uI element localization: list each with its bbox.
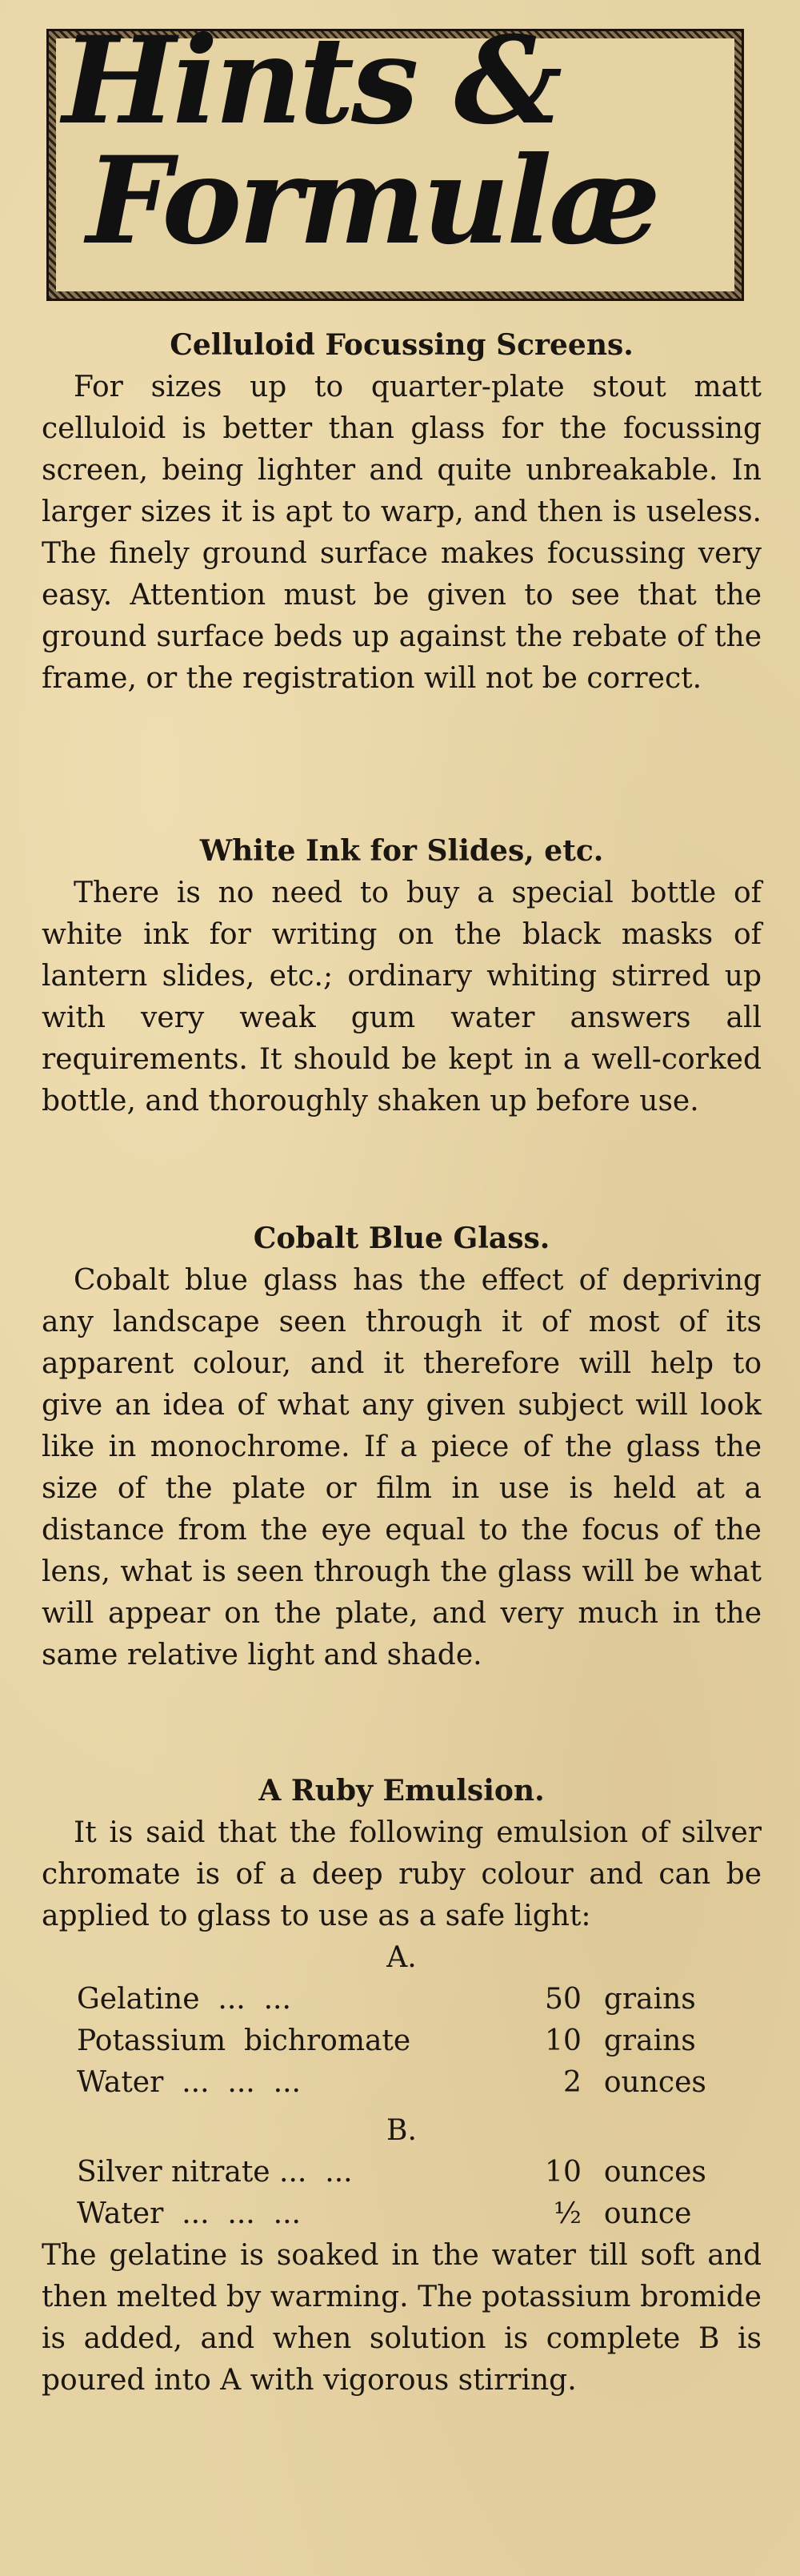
formula-row [42,2152,762,2193]
section-body: There is no need to buy a special bottle of white ink for writing on the black masks of lantern slides, etc.; ordinary whiting stirred up with very weak gum water answers all requirements. It should be kept in a well-corked bottle, and thoroughly shaken up before use. [42,877,762,1117]
section-heading: White Ink for Slides, etc. [199,834,604,868]
section-body: Cobalt blue glass has the effect of depriving any landscape seen through it of most of its apparent colour, and it therefore will help to give an idea of what any given subject will look like in monochrome. If a piece of the glass the size of the plate or film in use is held at a distance from the eye equal to the focus of the lens, what is seen through the glass will be what will appear on the plate, and very much in the same relative light and shade. [42,1264,762,1671]
formula-table [42,1937,762,2235]
section-celluloid [42,323,762,700]
masthead-line-1: Hints & [62,10,560,151]
ingredient-unit: grains [603,2024,696,2057]
formula-row [42,2062,762,2104]
section-white-ink [42,829,762,1122]
ingredient-name: Silver nitrate ... ... [77,2156,353,2189]
ingredient-name: Gelatine ... ... [77,1983,291,2016]
ingredient-name: Potassium bichromate [77,2024,411,2057]
section-heading: Celluloid Focussing Screens. [170,328,634,362]
ingredient-name: Water ... ... ... [77,2066,301,2099]
ingredient-qty: 2 [562,2066,582,2099]
section-heading: A Ruby Emulsion. [258,1774,545,1808]
ingredient-unit: ounces [603,2156,706,2189]
formula-b-label: B. [386,2114,417,2147]
ingredient-name: Water ... ... ... [77,2197,301,2230]
formula-row [42,1979,762,2020]
ingredient-unit: grains [603,1983,696,2016]
ingredient-unit: ounce [603,2197,692,2230]
ingredient-qty: 10 [545,2156,582,2189]
formula-row [42,2193,762,2235]
ingredient-qty: ½ [553,2197,582,2230]
formula-a-label: A. [386,1941,417,1974]
section-heading: Cobalt Blue Glass. [253,1222,550,1255]
section-body: It is said that the following emulsion of silver chromate is of a deep ruby colour and can be applied to glass to use as a safe light: [42,1816,762,1932]
masthead-title [62,10,658,271]
ingredient-qty: 10 [545,2024,582,2057]
section-ruby [42,1769,762,2401]
ingredient-unit: ounces [603,2066,706,2099]
ingredient-qty: 50 [545,1983,582,2016]
masthead-line-2: Formulæ [86,130,658,271]
section-body: For sizes up to quarter-plate stout matt celluloid is better than glass for the focussing screen, being lighter and quite unbreakable. In larger sizes it is apt to warp, and then is useless. The finely ground surface makes focussing very easy. Attention must be given to see that the ground surface beds up against the rebate of the frame, or the registration will not be correct. [42,371,762,695]
masthead-banner [46,10,744,301]
closing-paragraph: The gelatine is soaked in the water till soft and then melted by warming. The potassium bromide is added, and when solution is complete B is poured into A with vigorous stirring. [42,2239,762,2397]
formula-row [42,2020,762,2062]
section-cobalt [42,1217,762,1676]
